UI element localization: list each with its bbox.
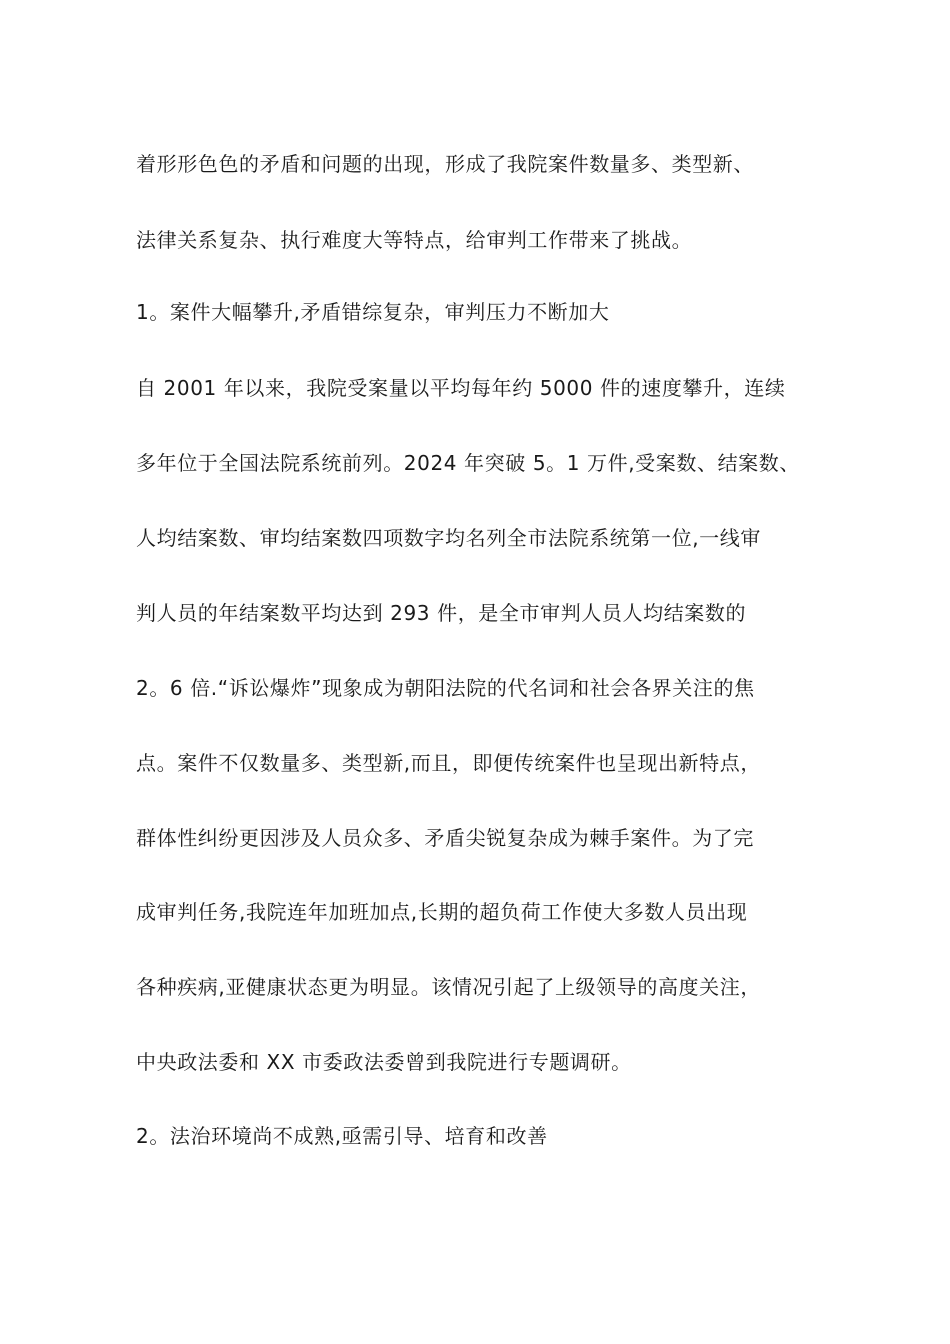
paragraph-line: 成审判任务,我院连年加班加点,长期的超负荷工作使大多数人员出现: [136, 900, 748, 924]
paragraph-line: 判人员的年结案数平均达到 293 件，是全市审判人员人均结案数的: [136, 601, 747, 625]
section-heading: 1。案件大幅攀升,矛盾错综复杂，审判压力不断加大: [136, 300, 610, 324]
paragraph-line: 各种疾病,亚健康状态更为明显。该情况引起了上级领导的高度关注，: [136, 975, 761, 999]
paragraph-line: 群体性纠纷更因涉及人员众多、矛盾尖锐复杂成为棘手案件。为了完: [136, 826, 754, 850]
paragraph-line: 着形形色色的矛盾和问题的出现，形成了我院案件数量多、类型新、: [136, 152, 754, 176]
paragraph-line: 多年位于全国法院系统前列。2024 年突破 5。1 万件,受案数、结案数、: [136, 451, 800, 475]
section-heading: 2。法治环境尚不成熟,亟需引导、培育和改善: [136, 1124, 548, 1148]
paragraph-line: 人均结案数、审均结案数四项数字均名列全市法院系统第一位,一线审: [136, 526, 761, 550]
paragraph-line: 法律关系复杂、执行难度大等特点，给审判工作带来了挑战。: [136, 228, 693, 252]
paragraph-line: 中央政法委和 XX 市委政法委曾到我院进行专题调研。: [136, 1050, 632, 1074]
paragraph-line: 自 2001 年以来，我院受案量以平均每年约 5000 件的速度攀升，连续: [136, 376, 786, 400]
paragraph-line: 点。案件不仅数量多、类型新,而且，即便传统案件也呈现出新特点，: [136, 751, 761, 775]
paragraph-line: 2。6 倍.“诉讼爆炸”现象成为朝阳法院的代名词和社会各界关注的焦: [136, 676, 755, 700]
